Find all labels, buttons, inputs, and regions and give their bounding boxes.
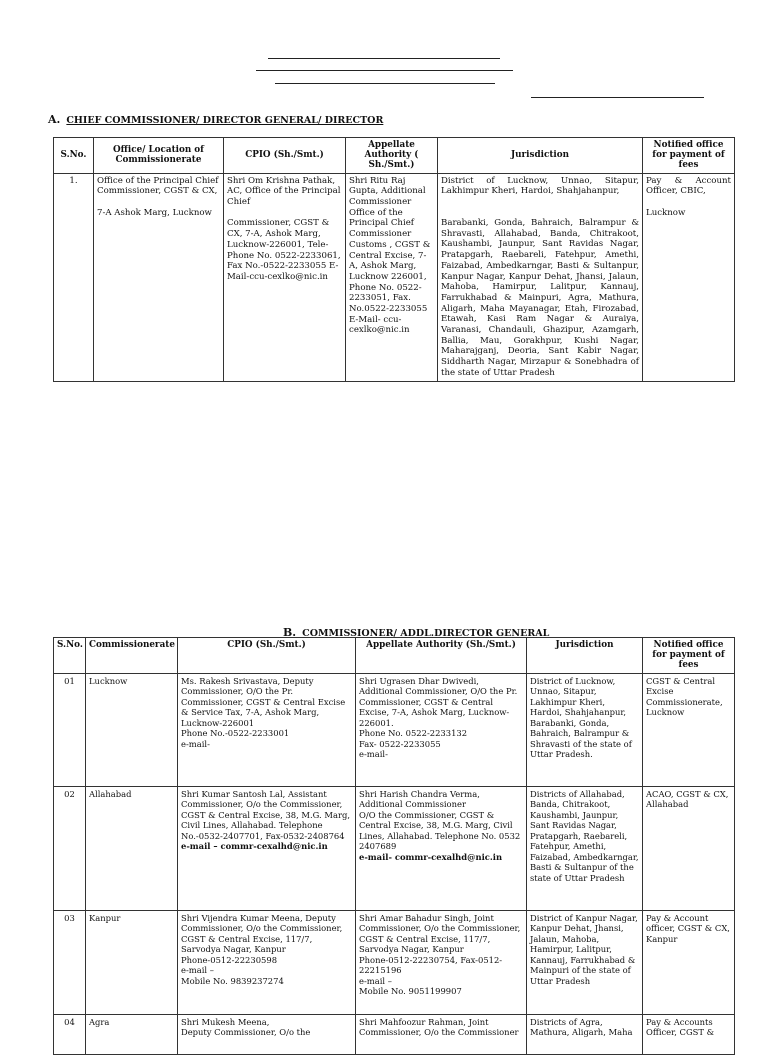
table-section-a <box>53 137 735 382</box>
row-commissionerate: Agra <box>86 1014 178 1054</box>
row-commissionerate: Allahabad <box>86 786 178 910</box>
row-fees: Pay & Accounts Officer, CGST & <box>643 1014 735 1054</box>
row-jurisdiction: District of Lucknow, Unnao, Sitapur, Lakhimpur Kheri, Hardoi, Shahjahanpur, Barabanki, Gonda, Bahraich, Balrampur & Shravasti of the state of Uttar Pradesh. <box>527 673 643 786</box>
cpio-details: Shri Kumar Santosh Lal, Assistant Commissioner, O/o the Commissioner, CGST & Central Excise, 38, M.G. Marg, Civil Lines, Allahabad. Telephone No.-0532-2407701, Fax-0532-2408764 <box>181 788 350 841</box>
table-b-header-cpio: CPIO (Sh./Smt.) <box>178 638 356 674</box>
table-a-header-fees: Notified office for payment of fees <box>643 138 735 174</box>
table-row <box>54 910 735 1014</box>
row-commissionerate: Lucknow <box>86 673 178 786</box>
header-line-3 <box>275 83 495 84</box>
row-sno: 03 <box>54 910 86 1014</box>
row-cpio: Ms. Rakesh Srivastava, Deputy Commissioner, O/O the Pr. Commissioner, CGST & Central Excise & Service Tax, 7-A, Ashok Marg, Lucknow-226001 Phone No.-0522-2233001 e-mail- <box>178 673 356 786</box>
jurisdiction-part-2: Barabanki, Gonda, Bahraich, Balrampur & Shravasti, Allahabad, Banda, Chitrakoot, Kaushambi, Jaunpur, Sant Ravidas Nagar, Pratapgarh, Raebareli, Fatehpur, Amethi, Faizabad, Ambedkarngar, Basti & Sultanpur, Kanpur Nagar, Kanpur Dehat, Jhansi, Jalaun, Mahoba, Hamirpur, Lalitpur, Kannauj, Farrukhabad & Mainpuri, Agra, Mathura, Aligarh, Maha Mayanagar, Etah, Firozabad, Etawah, Kasi Ram Nagar & Auraiya, Varanasi, Chandauli, Ghazipur, Azamgarh, Ballia, Mau, Gorakhpur, Kushi Nagar, Maharajganj, Deoria, Sant Kabir Nagar, Siddharth Nagar, Mirzapur & Sonebhadra of the state of Uttar Pradesh <box>441 218 639 378</box>
table-a-header-jurisdiction: Jurisdiction <box>438 138 643 174</box>
appellate-details: Shri Harish Chandra Verma, Additional Commissioner O/O the Commissioner, CGST & Central Excise, 38, M.G. Marg, Civil Lines, Allahabad. Telephone No. 0532 2407689 <box>359 788 521 852</box>
header-line-2 <box>256 70 513 71</box>
row-sno: 04 <box>54 1014 86 1054</box>
table-row <box>54 173 735 381</box>
row-sno: 02 <box>54 786 86 910</box>
row-appellate: Shri Ugrasen Dhar Dwivedi, Additional Commissioner, O/O the Pr. Commissioner, CGST & Central Excise, 7-A, Ashok Marg, Lucknow-226001. Phone No. 0522-2233132 Fax- 0522-2233055 e-mail- <box>356 673 527 786</box>
table-a-header-sno: S.No. <box>54 138 94 174</box>
header-line-4 <box>531 97 704 98</box>
table-b-header-sno: S.No. <box>54 638 86 674</box>
table-row <box>54 673 735 786</box>
table-b-header-row <box>54 638 735 674</box>
row-jurisdiction: Districts of Allahabad, Banda, Chitrakoot, Kaushambi, Jaunpur, Sant Ravidas Nagar, Pratapgarh, Raebareli, Fatehpur, Amethi, Faizabad, Ambedkarngar, Basti & Sultanpur of the state of Uttar Pradesh <box>527 786 643 910</box>
row-fees: CGST & Central Excise Commissionerate, Lucknow <box>643 673 735 786</box>
row-cpio <box>178 786 356 910</box>
row-commissionerate: Kanpur <box>86 910 178 1014</box>
row-fees: Pay & Account officer, CGST & CX, Kanpur <box>643 910 735 1014</box>
table-a-cell-sno: 1. <box>54 173 94 381</box>
table-a-header-cpio: CPIO (Sh./Smt.) <box>224 138 346 174</box>
row-fees: ACAO, CGST & CX, Allahabad <box>643 786 735 910</box>
table-a-header-row <box>54 138 735 174</box>
section-a-heading <box>48 113 383 126</box>
table-b-header-commissionerate: Commissionerate <box>86 638 178 674</box>
cpio-email: e-mail – commr-cexalhd@nic.in <box>181 841 328 852</box>
header-line-1 <box>268 58 500 59</box>
row-appellate: Shri Amar Bahadur Singh, Joint Commissioner, O/o the Commissioner, CGST & Central Excise, 117/7, Sarvodya Nagar, Kanpur Phone-0512-22230754, Fax-0512-22215196 e-mail – Mobile No. 9051199907 <box>356 910 527 1014</box>
table-section-b <box>53 637 735 1055</box>
table-a-cell-appellate: Shri Ritu Raj Gupta, Additional Commissioner Office of the Principal Chief Commissioner Customs , CGST & Central Excise, 7-A, Ashok Marg, Lucknow 226001, Phone No. 0522-2233051, Fax. No.0522-2233055 E-Mail- ccu-cexlko@nic.in <box>346 173 438 381</box>
table-a-header-office: Office/ Location of Commissionerate <box>94 138 224 174</box>
table-b-header-appellate: Appellate Authority (Sh./Smt.) <box>356 638 527 674</box>
table-a-cell-jurisdiction <box>438 173 643 381</box>
section-b-title: COMMISSIONER/ ADDL.DIRECTOR GENERAL <box>302 628 550 639</box>
row-jurisdiction: District of Kanpur Nagar, Kanpur Dehat, Jhansi, Jalaun, Mahoba, Hamirpur, Lalitpur, Kannauj, Farrukhabad & Mainpuri of the state of Uttar Pradesh <box>527 910 643 1014</box>
fees-part-2: Lucknow <box>646 208 686 219</box>
table-row <box>54 1014 735 1054</box>
row-appellate <box>356 786 527 910</box>
row-jurisdiction: Districts of Agra, Mathura, Aligarh, Maha <box>527 1014 643 1054</box>
section-a-letter: A. <box>48 113 61 126</box>
table-b-header-fees: Notified office for payment of fees <box>643 638 735 674</box>
table-a-cell-office: Office of the Principal Chief Commissioner, CGST & CX, 7-A Ashok Marg, Lucknow <box>94 173 224 381</box>
table-b-header-jurisdiction: Jurisdiction <box>527 638 643 674</box>
table-a-cell-fees <box>643 173 735 381</box>
section-b-letter: B. <box>283 626 297 639</box>
section-a-title: CHIEF COMMISSIONER/ DIRECTOR GENERAL/ DIRECTOR <box>66 115 384 126</box>
table-a-cell-cpio: Shri Om Krishna Pathak, AC, Office of the Principal Chief Commissioner, CGST & CX, 7-A, Ashok Marg, Lucknow-226001, Tele-Phone No. 0522-2233061, Fax No.-0522-2233055 E-Mail-ccu-cexlko@nic.in <box>224 173 346 381</box>
row-appellate: Shri Mahfoozur Rahman, Joint Commissioner, O/o the Commissioner <box>356 1014 527 1054</box>
jurisdiction-part-1: District of Lucknow, Unnao, Sitapur, Lakhimpur Kheri, Hardoi, Shahjahanpur, <box>441 175 639 197</box>
fees-part-1: Pay & Account Officer, CBIC, <box>646 175 731 197</box>
appellate-email: e-mail- commr-cexalhd@nic.in <box>359 851 503 862</box>
row-sno: 01 <box>54 673 86 786</box>
table-row <box>54 786 735 910</box>
row-cpio: Shri Mukesh Meena, Deputy Commissioner, O/o the <box>178 1014 356 1054</box>
table-a-header-appellate: Appellate Authority ( Sh./Smt.) <box>346 138 438 174</box>
row-cpio: Shri Vijendra Kumar Meena, Deputy Commissioner, O/o the Commissioner, CGST & Central Excise, 117/7, Sarvodya Nagar, Kanpur Phone-0512-22230598 e-mail – Mobile No. 9839237274 <box>178 910 356 1014</box>
